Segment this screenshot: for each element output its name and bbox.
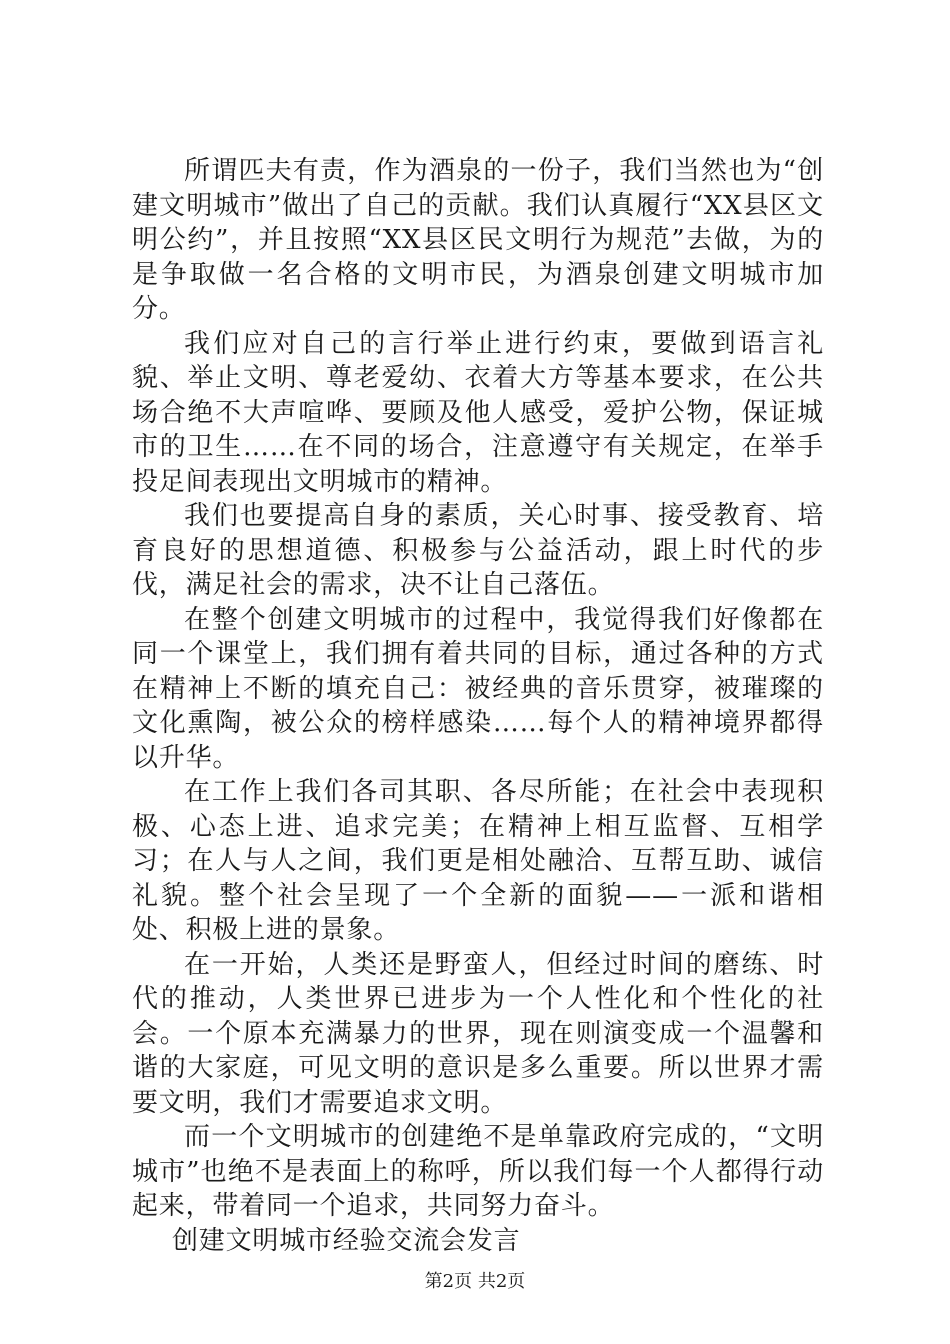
paragraph-5: 在工作上我们各司其职、各尽所能；在社会中表现积极、心态上进、追求完美；在精神上相互监督、互相学习；在人与人之间，我们更是相处融洽、互帮互助、诚信礼貌。整个社会呈现了一个全新的面貌——一派和谐相处、积极上进的景象。 bbox=[132, 777, 824, 945]
page-number: 第2页 共2页 bbox=[424, 1271, 526, 1292]
paragraph-7: 而一个文明城市的创建绝不是单靠政府完成的，“文明城市”也绝不是表面上的称呼，所以我们每一个人都得行动起来，带着同一个追求，共同努力奋斗。 bbox=[132, 1122, 824, 1221]
paragraph-3: 我们也要提高自身的素质，关心时事、接受教育、培育良好的思想道德、积极参与公益活动，跟上时代的步伐，满足社会的需求，决不让自己落伍。 bbox=[132, 501, 824, 600]
document-title-line: 创建文明城市经验交流会发言 bbox=[172, 1225, 521, 1256]
paragraph-2: 我们应对自己的言行举止进行约束，要做到语言礼貌、举止文明、尊老爱幼、衣着大方等基本要求，在公共场合绝不大声喧哗、要顾及他人感受，爱护公物，保证城市的卫生……在不同的场合，注意遵守有关规定，在举手投足间表现出文明城市的精神。 bbox=[132, 328, 824, 497]
paragraph-6: 在一开始，人类还是野蛮人，但经过时间的磨练、时代的推动，人类世界已进步为一个人性化和个性化的社会。一个原本充满暴力的世界，现在则演变成一个温馨和谐的大家庭，可见文明的意识是多么重要。所以世界才需要文明，我们才需要追求文明。 bbox=[132, 949, 824, 1118]
paragraph-1: 所谓匹夫有责，作为酒泉的一份子，我们当然也为“创建文明城市”做出了自己的贡献。我们认真履行“XX县区文明公约”，并且按照“XX县区民文明行为规范”去做，为的是争取做一名合格的文明市民，为酒泉创建文明城市加分。 bbox=[132, 156, 824, 324]
document-body bbox=[132, 154, 824, 1258]
paragraph-4: 在整个创建文明城市的过程中，我觉得我们好像都在同一个课堂上，我们拥有着共同的目标，通过各种的方式在精神上不断的填充自己：被经典的音乐贯穿，被璀璨的文化熏陶，被公众的榜样感染……每个人的精神境界都得以升华。 bbox=[132, 604, 824, 773]
